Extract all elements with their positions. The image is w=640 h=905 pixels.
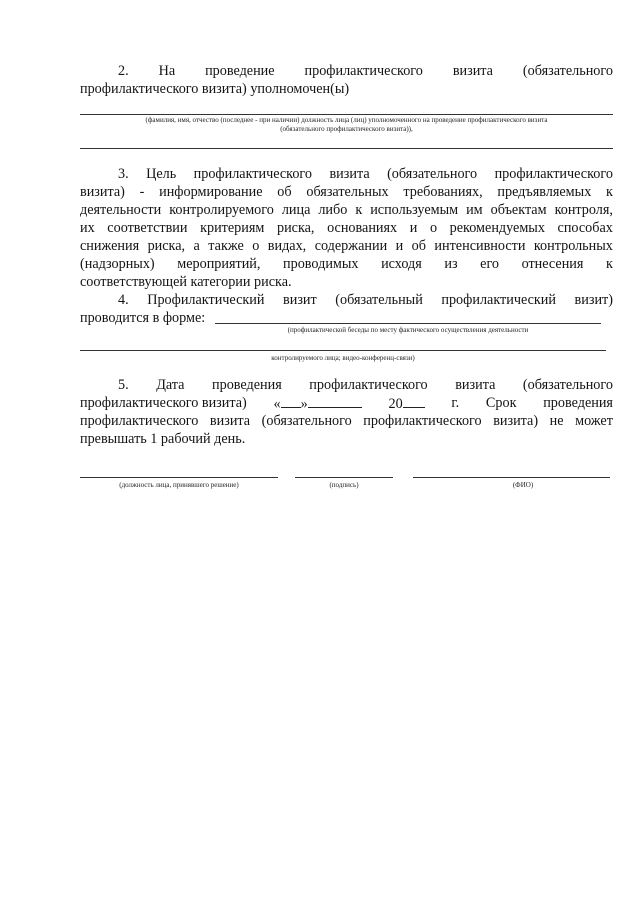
word: проведения — [212, 377, 282, 393]
fill-line — [80, 114, 613, 115]
caption-form-2: контролируемого лица; видео-конференц-связи) — [271, 354, 415, 362]
word: Цель — [146, 166, 177, 182]
word: визит) — [574, 292, 613, 308]
word: профилактического — [304, 63, 423, 79]
word: профилактического — [363, 413, 482, 429]
section-3-line-1 — [80, 165, 613, 183]
word: Срок — [485, 395, 517, 411]
word: На — [158, 63, 176, 79]
word: 4. — [118, 292, 129, 308]
word: проводимых — [283, 256, 359, 272]
date-field — [274, 394, 362, 413]
word: визита — [455, 377, 496, 393]
word: исходя — [381, 256, 422, 272]
word: и — [409, 220, 418, 236]
word: Профилактический — [147, 292, 265, 308]
section-5-line-2 — [80, 394, 613, 413]
word: а — [193, 238, 200, 254]
section-3-line-2 — [80, 183, 613, 201]
word: профилактического — [80, 413, 199, 429]
word: визита — [209, 413, 251, 429]
word: информирование — [159, 184, 263, 200]
section-3-line-4 — [80, 219, 613, 237]
word: не — [549, 413, 564, 429]
word: (надзорных) — [80, 256, 155, 272]
word: из — [444, 256, 458, 272]
word: критериям — [200, 220, 265, 236]
word: 5. — [118, 377, 129, 393]
word: снижения — [80, 238, 140, 254]
word: визита — [329, 166, 370, 182]
word: визита) — [80, 184, 125, 200]
section-4-line-1 — [80, 291, 613, 309]
word: контрольных — [533, 238, 613, 254]
word: проведение — [205, 63, 275, 79]
word: визита — [452, 63, 493, 79]
section-5-line-1 — [80, 376, 613, 394]
word: лица — [281, 202, 311, 218]
caption-full-name: (ФИО) — [512, 481, 534, 489]
signature-fill-line — [295, 477, 393, 478]
quote-close: » — [300, 396, 308, 412]
section-3-line-3 — [80, 201, 613, 219]
fill-line — [80, 148, 613, 149]
word: рекомендуемых — [449, 220, 545, 236]
word: визита) — [493, 413, 539, 429]
word: объектам — [490, 202, 547, 218]
word: используемым — [370, 202, 459, 218]
word: о — [252, 238, 260, 254]
word: визит — [283, 292, 317, 308]
word: риска, — [276, 220, 315, 236]
word: об — [277, 184, 292, 200]
word: об — [411, 238, 426, 254]
section-5-line-3 — [80, 412, 613, 430]
word: способах — [557, 220, 613, 236]
form-label: проводится в форме: — [80, 310, 206, 326]
day-blank — [281, 394, 301, 408]
word: им — [466, 202, 483, 218]
word: - — [139, 184, 145, 200]
word: также — [208, 238, 244, 254]
month-blank — [308, 394, 362, 408]
word: к — [606, 256, 613, 272]
word: интенсивности — [434, 238, 526, 254]
word: профилактический — [441, 292, 556, 308]
position-fill-line — [80, 477, 278, 478]
word: мероприятий, — [177, 256, 261, 272]
word: профилактического — [193, 166, 312, 182]
word: 2. — [118, 63, 129, 79]
word: требованиях, — [403, 184, 483, 200]
word: профилактического визита) — [80, 395, 247, 411]
word: его — [480, 256, 499, 272]
word: о — [429, 220, 438, 236]
word: (обязательный — [335, 292, 423, 308]
word: контроля, — [554, 202, 613, 218]
section-4-line-2 — [80, 309, 613, 327]
word: соответствии — [107, 220, 188, 236]
word: г. — [451, 395, 460, 411]
word: к — [355, 202, 363, 218]
word: содержании — [314, 238, 388, 254]
word: (обязательного — [522, 63, 613, 79]
word: профилактического — [309, 377, 428, 393]
section-5-line-4: превышать 1 рабочий день. — [80, 431, 246, 447]
word: видах, — [267, 238, 307, 254]
quote-open: « — [273, 396, 281, 412]
section-2-line-1 — [80, 62, 613, 80]
word: деятельности — [80, 202, 162, 218]
caption-signature: (подпись) — [329, 481, 359, 489]
section-3-line-6 — [80, 255, 613, 273]
word: (обязательного — [522, 377, 613, 393]
word: их — [80, 220, 95, 236]
year-prefix: 20 — [388, 396, 403, 412]
name-fill-line — [413, 477, 610, 478]
word: контролируемого — [169, 202, 274, 218]
word: Дата — [156, 377, 185, 393]
word: к — [606, 184, 613, 200]
section-3-line-7: соответствующей категории риска. — [80, 274, 292, 290]
section-2-line-2: профилактического визита) уполномочен(ы) — [80, 81, 350, 97]
section-3-line-5 — [80, 237, 613, 255]
year-field — [388, 394, 424, 413]
caption-form: (профилактической беседы по месту фактического осуществления деятельности — [287, 326, 529, 334]
caption-authorized-persons: (фамилия, имя, отчество (последнее - при наличии) должность лица (лиц) уполномоченного на проведение профилактического визита — [145, 116, 548, 124]
word: основаниях — [327, 220, 398, 236]
word: отнесения — [521, 256, 584, 272]
fill-line — [80, 350, 606, 351]
word: и — [395, 238, 404, 254]
word: профилактического — [494, 166, 613, 182]
caption-position: (должность лица, принявшего решение) — [119, 481, 239, 489]
word: (обязательного — [261, 413, 352, 429]
form-fill-line — [215, 323, 601, 324]
word: проведения — [543, 395, 613, 411]
word: 3. — [118, 166, 129, 182]
word: предъявляемых — [497, 184, 592, 200]
word: (обязательного — [387, 166, 478, 182]
word: обязательных — [306, 184, 389, 200]
year-blank — [403, 394, 425, 408]
word: либо — [318, 202, 348, 218]
word: риска, — [147, 238, 186, 254]
word: может — [575, 413, 613, 429]
caption-authorized-persons-2: (обязательного профилактического визита)), — [280, 125, 413, 133]
